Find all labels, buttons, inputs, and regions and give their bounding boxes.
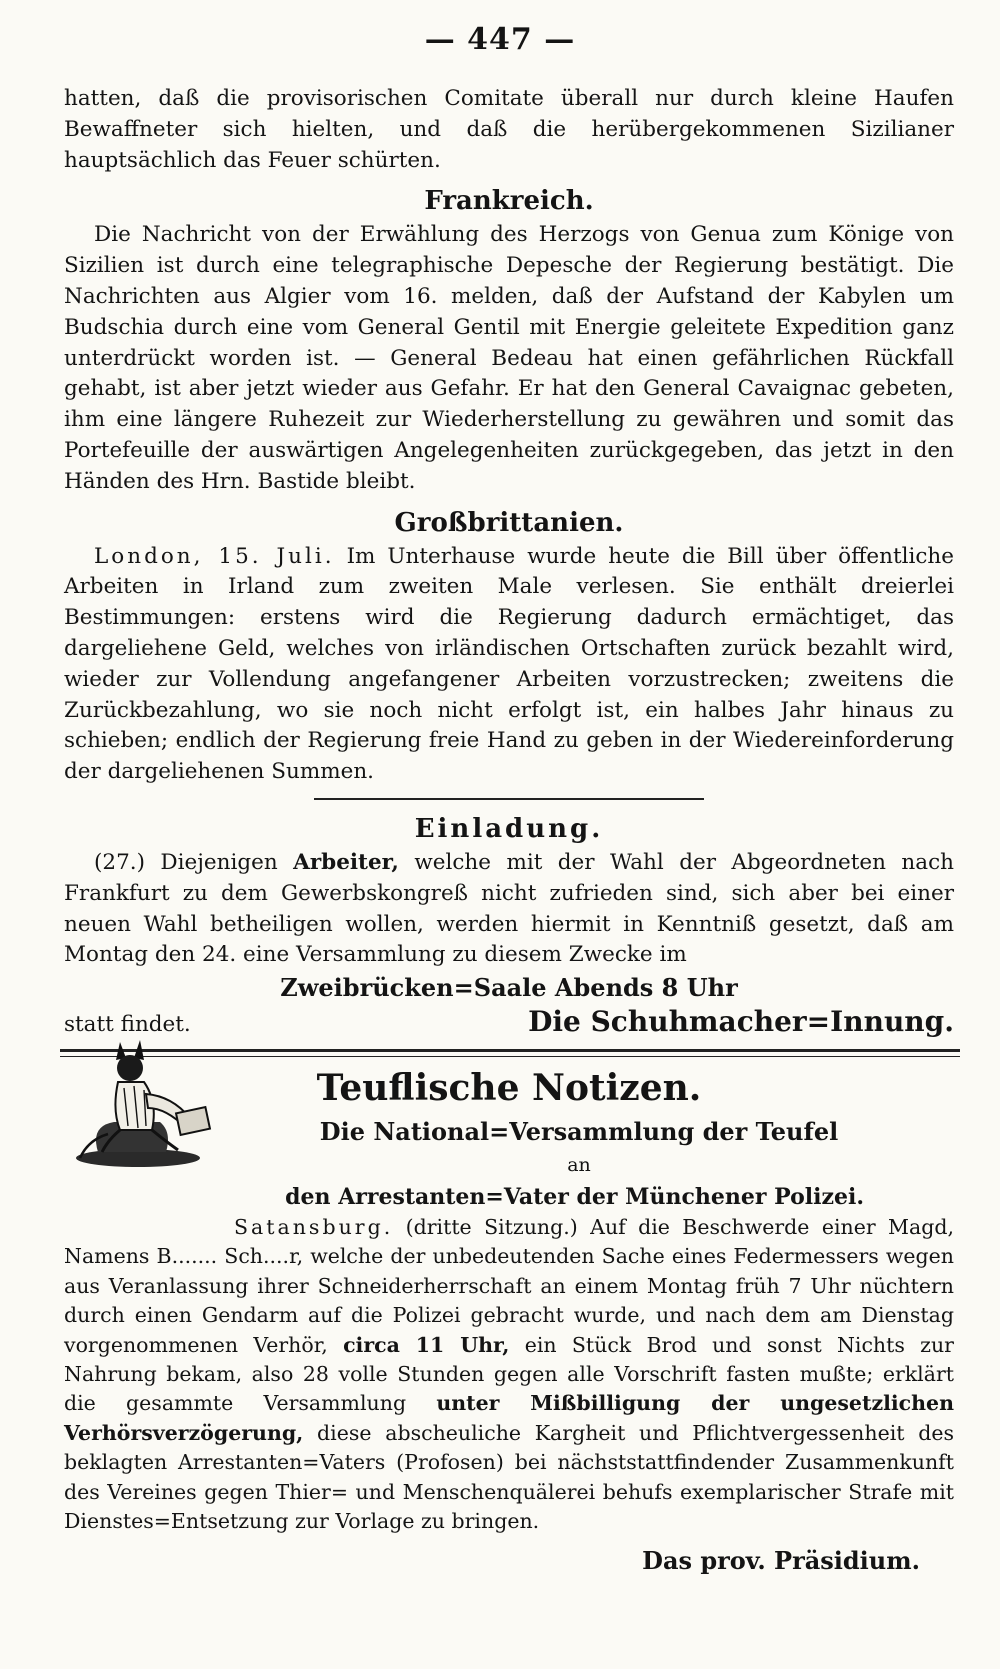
teufel-subtitle-2: den Arrestanten=Vater der Münchener Polizei. bbox=[285, 1183, 864, 1210]
frankreich-text: Die Nachricht von der Erwählung des Herzogs von Genua zum Könige von Sizilien ist durch eine telegraphische Depesche der Regierung bestätigt. Die Nachrichten aus Algier vom 16. melden, daß der Aufstand der Kabylen um Budschia durch eine vom General Gentil mit Energie geleitete Expedition ganz unterdrückt worden ist. — General Bedeau hat einen gefährlichen Rückfall gehabt, ist aber jetzt wieder aus Gefahr. Er hat den General Cavaignac gebeten, ihm eine längere Ruhezeit zur Wiederherstellung zu gewähren und somit das Portefeuille der auswärtigen Angelegenheiten zurückgegeben, das jetzt in den Händen des Hrn. Bastide bleibt. bbox=[64, 222, 954, 494]
teufel-bold-2: unter Mißbilligung der ungesetzlichen Verhörsverzögerung, bbox=[64, 1391, 954, 1445]
intro-paragraph: hatten, daß die provisorischen Comitate überall nur durch kleine Haufen Bewaffneter sich hielten, und daß die herübergekommenen Sizilianer hauptsächlich das Feuer schürten. bbox=[64, 86, 954, 173]
einladung-heading: Einladung. bbox=[414, 813, 604, 844]
einladung-text-before: Diejenigen bbox=[160, 849, 278, 875]
teufel-paragraph bbox=[64, 1213, 954, 1536]
grossbritannien-paragraph bbox=[64, 542, 954, 788]
london-dateline: London, 15. Juli. bbox=[94, 543, 335, 569]
teufel-title: Teuflische Notizen. bbox=[316, 1066, 702, 1109]
article-body bbox=[64, 84, 954, 1577]
grossbritannien-heading: Großbrittanien. bbox=[394, 507, 624, 538]
page-number: — 447 — bbox=[424, 22, 576, 57]
einladung-number: (27.) bbox=[94, 849, 145, 875]
teufel-text-1: (dritte Sitzung.) Auf die Beschwerde einer Magd, Namens B....... Sch....r, welche der unbedeutenden Sache eines Federmessers wegen aus Veranlassung ihrer Schneiderherrschaft an einem Montag früh 7 Uhr nüchtern durch einen Gendarm auf die Polizei gebracht wurde, und nach dem am Dienstag vorgenommenen Verhör, bbox=[64, 1214, 954, 1357]
section-divider bbox=[314, 798, 704, 800]
einladung-text-after: welche mit der Wahl der Abgeordneten nach Frankfurt zu dem Gewerbskongreß nicht zufrieden sind, sich aber bei einer neuen Wahl betheiligen wollen, werden hiermit in Kenntniß gesetzt, daß am Montag den 24. eine Versammlung zu diesem Zwecke im bbox=[64, 849, 954, 968]
teufel-article bbox=[64, 1213, 954, 1536]
teufel-bold-1: circa 11 Uhr, bbox=[343, 1332, 510, 1357]
teufel-subtitle: Die National=Versammlung der Teufel bbox=[319, 1116, 839, 1146]
teufel-an: an bbox=[567, 1153, 591, 1176]
satansburg-dateline: Satansburg. bbox=[234, 1214, 394, 1239]
teufel-signature: Das prov. Präsidium. bbox=[642, 1546, 920, 1576]
einladung-bold-word: Arbeiter, bbox=[293, 849, 399, 875]
teufel-text-3: diese abscheuliche Kargheit und Pflichtvergessenheit des beklagten Arrestanten=Vaters (Profosen) bei nächststattfindender Zusammenkunft des Vereines gegen Thier= und Menschenquälerei behufs exemplarischer Strafe mit Dienstes=Entsetzung zur Vorlage zu bringen. bbox=[64, 1420, 954, 1533]
devil-illustration bbox=[68, 1030, 218, 1170]
teufel-text-2: ein Stück Brod und sonst Nichts zur Nahrung bekam, also 28 volle Stunden gegen alle Vorschrift fasten mußte; erklärt die gesammte Versammlung bbox=[64, 1332, 954, 1416]
einladung-venue: Zweibrücken=Saale Abends 8 Uhr bbox=[280, 973, 738, 1003]
grossbritannien-text: Im Unterhause wurde heute die Bill über öffentliche Arbeiten in Irland zum zweiten Male verlesen. Sie enthält dreierlei Bestimmungen: erstens wird die Regierung dadurch ermächtiget, das dargeliehene Geld, welches von irländischen Ortschaften zurück bezahlt wird, wieder zur Vollendung angefangener Arbeiten vorzustrecken; zweitens die Zurückbezahlung, wo sie noch nicht erfolgt ist, ein halbes Jahr hinaus zu schieben; endlich der Regierung freie Hand zu geben in der Wiedereinforderung der dargeliehenen Summen. bbox=[64, 543, 954, 785]
einladung-paragraph bbox=[64, 848, 954, 971]
einladung-closing: statt findet. bbox=[64, 1012, 191, 1038]
frankreich-heading: Frankreich. bbox=[424, 186, 594, 217]
einladung-signature: Die Schuhmacher=Innung. bbox=[528, 1005, 954, 1039]
